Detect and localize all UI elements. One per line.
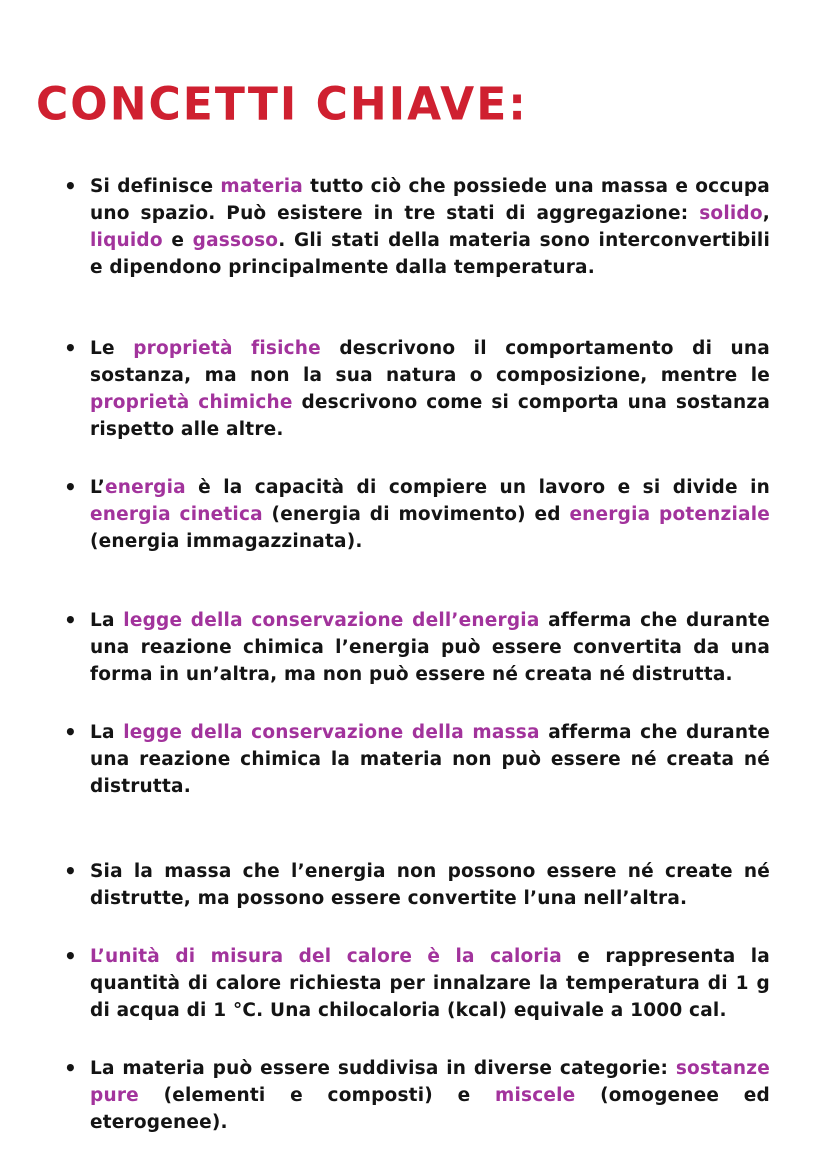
body-text: La <box>90 610 124 631</box>
bullet-list <box>64 173 770 1136</box>
highlighted-term: energia cinetica <box>90 504 263 525</box>
page-title: CONCETTI CHIAVE: <box>36 78 528 132</box>
highlighted-term: proprietà fisiche <box>133 338 321 359</box>
body-text: . Gli stati della materia sono interconvertibili e dipendono principalmente dalla temperatura. <box>90 230 771 278</box>
body-text: (elementi e composti) e <box>138 1085 495 1106</box>
body-text: afferma che durante una reazione chimica l’energia può essere convertita da una forma in un’altra, ma non può essere né creata né distrutta. <box>90 610 770 685</box>
bullet-item <box>64 719 770 800</box>
body-text: afferma che durante una reazione chimica la materia non può essere né creata né distrutta. <box>90 722 770 797</box>
body-text: , <box>762 203 770 224</box>
highlighted-term: L’unità di misura del calore è la caloria <box>90 946 562 967</box>
body-text: e <box>162 230 193 251</box>
body-text: descrivono il comportamento di una sostanza, ma non la sua natura o composizione, mentre le <box>90 338 770 386</box>
body-text: La <box>90 722 124 743</box>
bullet-item <box>64 173 770 281</box>
highlighted-term: proprietà chimiche <box>90 392 293 413</box>
bullet-item <box>64 858 770 912</box>
body-text: descrivono come si comporta una sostanza rispetto alle altre. <box>90 392 770 440</box>
body-text: Sia la massa che l’energia non possono essere né create né distrutte, ma possono essere convertite l’una nell’altra. <box>90 861 770 909</box>
highlighted-term: materia <box>220 176 303 197</box>
highlighted-term: energia potenziale <box>569 504 770 525</box>
body-text: è la capacità di compiere un lavoro e si divide in <box>185 477 770 498</box>
body-text: e rappresenta la quantità di calore richiesta per innalzare la temperatura di 1 g di acqua di 1 °C. Una chilocaloria (kcal) equivale a 1000 cal. <box>90 946 770 1021</box>
bullet-item <box>64 607 770 688</box>
bullet-item <box>64 1055 770 1136</box>
highlighted-term: legge della conservazione della massa <box>123 722 540 743</box>
body-text: Si definisce <box>90 176 221 197</box>
highlighted-term: gassoso <box>192 230 279 251</box>
body-text: (omogenee ed eterogenee). <box>90 1085 770 1133</box>
highlighted-term: solido <box>699 203 763 224</box>
body-text: La materia può essere suddivisa in diverse categorie: <box>90 1058 676 1079</box>
highlighted-term: miscele <box>495 1085 576 1106</box>
body-text: Le <box>90 338 134 359</box>
highlighted-term: energia <box>104 477 186 498</box>
body-text: (energia immagazzinata). <box>90 531 363 552</box>
highlighted-term: legge della conservazione dell’energia <box>123 610 540 631</box>
bullet-item <box>64 943 770 1024</box>
body-text: (energia di movimento) ed <box>262 504 570 525</box>
highlighted-term: sostanze pure <box>90 1058 770 1106</box>
highlighted-term: liquido <box>90 230 163 251</box>
body-text: L’ <box>90 477 105 498</box>
bullet-item <box>64 335 770 443</box>
body-text: tutto ciò che possiede una massa e occupa uno spazio. Può esistere in tre stati di aggregazione: <box>90 176 770 224</box>
bullet-item <box>64 474 770 555</box>
